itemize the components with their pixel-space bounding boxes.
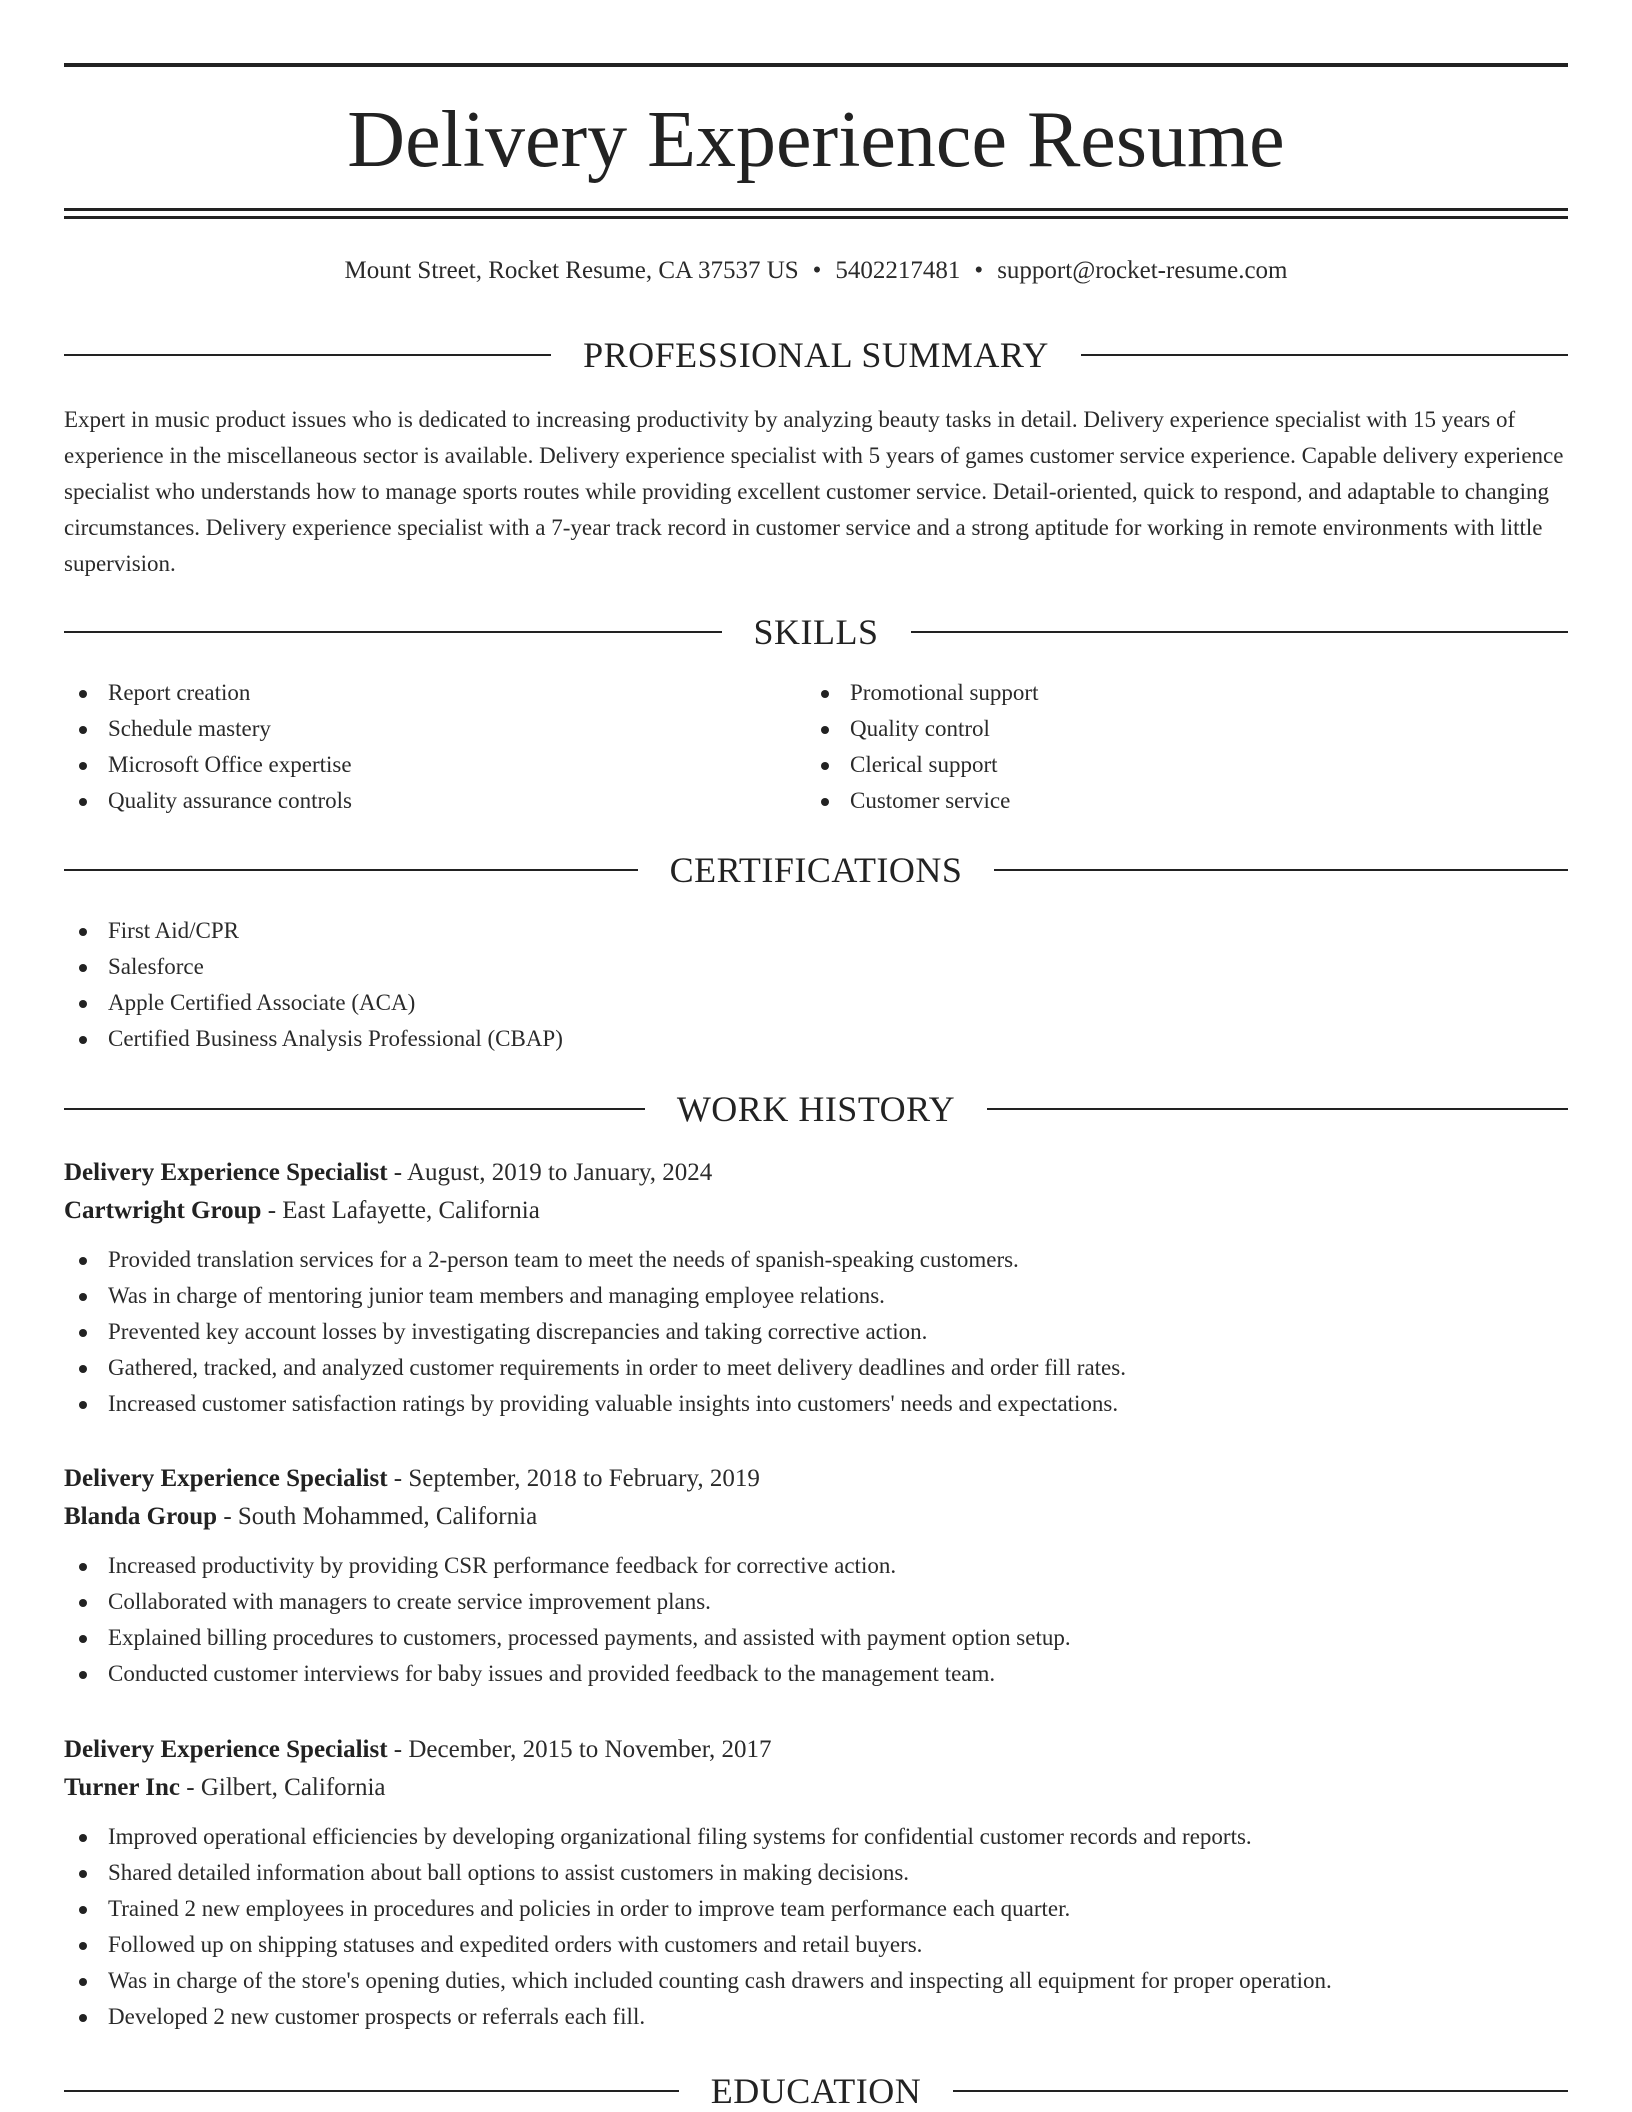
top-rule: [64, 63, 1568, 67]
job-location: - East Lafayette, California: [267, 1197, 540, 1224]
certification-item: Certified Business Analysis Professional (CBAP): [64, 1021, 563, 1057]
education-heading: EDUCATION: [710, 2071, 922, 2111]
job-company-line: [64, 1192, 1568, 1230]
certifications-heading: CERTIFICATIONS: [669, 850, 963, 890]
job-company: Blanda Group: [64, 1503, 218, 1530]
job-duties-list: [64, 1242, 1568, 1422]
certifications-list: [64, 913, 563, 1057]
resume-title: Delivery Experience Resume: [347, 96, 1285, 184]
job-title-line: [64, 1154, 1568, 1192]
summary-text: Expert in music product issues who is dedicated to increasing productivity by analyzing beauty tasks in detail. Delivery experience specialist with 15 years of experience in the miscellaneous sector is available. Delivery experience specialist with 5 years of games customer service experience. Capable delivery experience specialist who understands how to manage sports routes while providing excellent customer service. Detail-oriented, quick to respond, and adaptable to changing circumstances. Delivery experience specialist with a 7-year track record in customer service and a strong aptitude for working in remote environments with little supervision.: [64, 407, 1564, 576]
work-history-section-heading: [64, 1088, 1568, 1130]
skill-item: Quality assurance controls: [64, 783, 352, 819]
skill-item: Report creation: [64, 675, 352, 711]
job-entry: [64, 1154, 1568, 1422]
job-duty: Conducted customer interviews for baby issues and provided feedback to the management team.: [64, 1656, 1568, 1692]
heading-rule: [64, 354, 551, 356]
job-dates: - December, 2015 to November, 2017: [393, 1736, 772, 1763]
job-duty: Explained billing procedures to customers, processed payments, and assisted with payment option setup.: [64, 1620, 1568, 1656]
heading-rule: [64, 2090, 679, 2092]
job-duty: Shared detailed information about ball options to assist customers in making decisions.: [64, 1855, 1568, 1891]
job-duty: Prevented key account losses by investigating discrepancies and taking corrective action.: [64, 1314, 1568, 1350]
job-duty: Trained 2 new employees in procedures and policies in order to improve team performance each quarter.: [64, 1891, 1568, 1927]
job-duty: Improved operational efficiencies by developing organizational filing systems for confidential customer records and reports.: [64, 1819, 1568, 1855]
job-location: - Gilbert, California: [186, 1774, 386, 1801]
contact-line: [64, 254, 1568, 288]
certification-item: Salesforce: [64, 949, 563, 985]
job-duty: Gathered, tracked, and analyzed customer requirements in order to meet delivery deadlines and order fill rates.: [64, 1350, 1568, 1386]
job-duties-list: [64, 1819, 1568, 2035]
skills-list-right: [806, 675, 1038, 819]
job-company: Turner Inc: [64, 1774, 181, 1801]
summary-section-heading: [64, 334, 1568, 376]
skill-item: Clerical support: [806, 747, 1038, 783]
certification-item: Apple Certified Associate (ACA): [64, 985, 563, 1021]
job-duty: Increased productivity by providing CSR performance feedback for corrective action.: [64, 1548, 1568, 1584]
skills-heading: SKILLS: [753, 612, 879, 652]
job-dates: - September, 2018 to February, 2019: [393, 1465, 760, 1492]
heading-rule: [994, 869, 1568, 871]
job-duty: Increased customer satisfaction ratings by providing valuable insights into customers' needs and expectations.: [64, 1386, 1568, 1422]
job-title: Delivery Experience Specialist: [64, 1159, 388, 1186]
job-duty: Was in charge of the store's opening duties, which included counting cash drawers and inspecting all equipment for proper operation.: [64, 1963, 1568, 1999]
job-title: Delivery Experience Specialist: [64, 1736, 388, 1763]
job-entry: [64, 1460, 1568, 1692]
title-rule-upper: [64, 208, 1568, 211]
skills-list-left: [64, 675, 352, 819]
contact-separator: •: [974, 257, 984, 284]
certification-item: First Aid/CPR: [64, 913, 563, 949]
skills-section-heading: [64, 611, 1568, 653]
heading-rule: [1081, 354, 1568, 356]
job-title-line: [64, 1460, 1568, 1498]
heading-rule: [911, 631, 1569, 633]
skill-item: Quality control: [806, 711, 1038, 747]
job-dates: - August, 2019 to January, 2024: [393, 1159, 713, 1186]
job-duties-list: [64, 1548, 1568, 1692]
skill-item: Microsoft Office expertise: [64, 747, 352, 783]
work-history-heading: WORK HISTORY: [676, 1089, 956, 1129]
skill-item: Schedule mastery: [64, 711, 352, 747]
job-duty: Provided translation services for a 2-person team to meet the needs of spanish-speaking customers.: [64, 1242, 1568, 1278]
job-entry: [64, 1731, 1568, 2035]
contact-separator: •: [812, 257, 822, 284]
heading-rule: [953, 2090, 1568, 2092]
skill-item: Promotional support: [806, 675, 1038, 711]
heading-rule: [987, 1108, 1568, 1110]
heading-rule: [64, 631, 722, 633]
job-company: Cartwright Group: [64, 1197, 262, 1224]
job-duty: Developed 2 new customer prospects or referrals each fill.: [64, 1999, 1568, 2035]
title-rule-lower: [64, 216, 1568, 219]
certifications-section-heading: [64, 849, 1568, 891]
contact-email: support@rocket-resume.com: [997, 257, 1288, 284]
job-location: - South Mohammed, California: [223, 1503, 538, 1530]
job-company-line: [64, 1498, 1568, 1536]
education-section-heading: [64, 2070, 1568, 2112]
job-duty: Was in charge of mentoring junior team members and managing employee relations.: [64, 1278, 1568, 1314]
job-title: Delivery Experience Specialist: [64, 1465, 388, 1492]
heading-rule: [64, 869, 638, 871]
job-title-line: [64, 1731, 1568, 1769]
job-duty: Collaborated with managers to create service improvement plans.: [64, 1584, 1568, 1620]
job-duty: Followed up on shipping statuses and expedited orders with customers and retail buyers.: [64, 1927, 1568, 1963]
job-company-line: [64, 1769, 1568, 1807]
contact-address: Mount Street, Rocket Resume, CA 37537 US: [344, 257, 799, 284]
contact-phone: 5402217481: [835, 257, 961, 284]
summary-heading: PROFESSIONAL SUMMARY: [583, 335, 1049, 375]
skill-item: Customer service: [806, 783, 1038, 819]
heading-rule: [64, 1108, 645, 1110]
